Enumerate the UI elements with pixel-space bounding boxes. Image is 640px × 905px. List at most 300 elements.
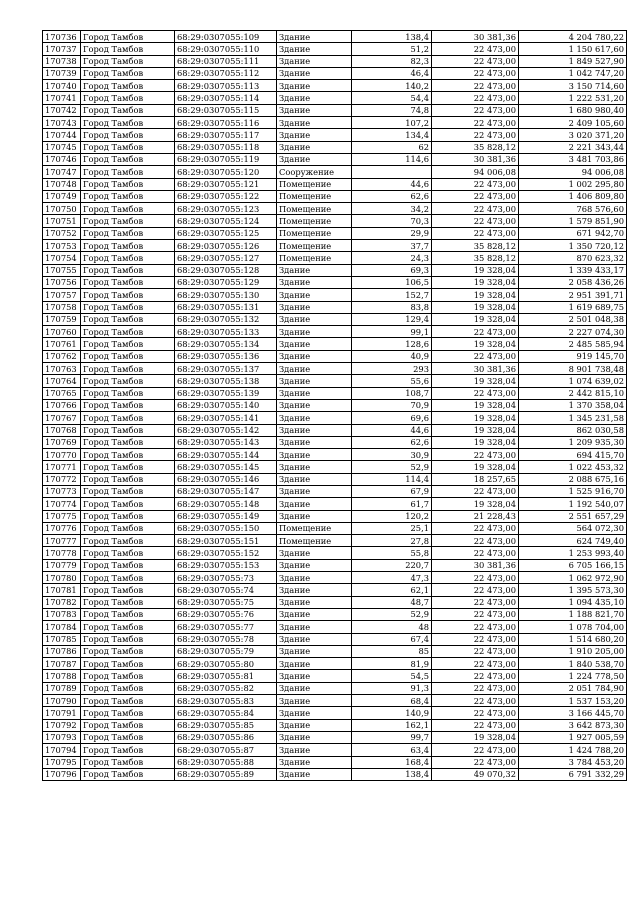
cell-cadastral-number: 68:29:0307055:145 xyxy=(175,461,277,473)
cell-object-type: Здание xyxy=(277,608,352,620)
cell-municipality: Город Тамбов xyxy=(81,264,175,276)
cell-object-type: Здание xyxy=(277,596,352,608)
cell-specific-value: 30 381,36 xyxy=(432,363,519,375)
table-row xyxy=(43,399,627,411)
cell-cadastral-value: 1 192 540,07 xyxy=(519,498,627,510)
cell-specific-value: 22 473,00 xyxy=(432,55,519,67)
cell-cadastral-value: 1 022 453,32 xyxy=(519,461,627,473)
cell-cadastral-value: 1 395 573,30 xyxy=(519,584,627,596)
cell-cadastral-number: 68:29:0307055:146 xyxy=(175,473,277,485)
cell-specific-value: 22 473,00 xyxy=(432,670,519,682)
cell-cadastral-value: 2 951 391,71 xyxy=(519,289,627,301)
cell-area: 52,9 xyxy=(352,608,432,620)
table-row xyxy=(43,768,627,780)
table-row xyxy=(43,621,627,633)
cell-specific-value: 19 328,04 xyxy=(432,424,519,436)
cell-cadastral-value: 6 791 332,29 xyxy=(519,768,627,780)
cell-record-number: 170763 xyxy=(43,363,81,375)
cell-specific-value: 22 473,00 xyxy=(432,350,519,362)
cell-specific-value: 22 473,00 xyxy=(432,547,519,559)
cell-municipality: Город Тамбов xyxy=(81,621,175,633)
cell-object-type: Здание xyxy=(277,129,352,141)
cell-cadastral-number: 68:29:0307055:83 xyxy=(175,695,277,707)
cell-municipality: Город Тамбов xyxy=(81,756,175,768)
cell-area: 62,6 xyxy=(352,190,432,202)
cadastral-value-table xyxy=(42,30,627,781)
cell-specific-value: 19 328,04 xyxy=(432,289,519,301)
cell-object-type: Здание xyxy=(277,744,352,756)
cell-record-number: 170767 xyxy=(43,412,81,424)
table-row xyxy=(43,449,627,461)
cell-object-type: Здание xyxy=(277,276,352,288)
cell-object-type: Здание xyxy=(277,338,352,350)
cell-municipality: Город Тамбов xyxy=(81,522,175,534)
cell-area: 44,6 xyxy=(352,178,432,190)
cell-area: 74,8 xyxy=(352,104,432,116)
cell-object-type: Здание xyxy=(277,473,352,485)
table-row xyxy=(43,104,627,116)
cell-specific-value: 22 473,00 xyxy=(432,387,519,399)
cell-cadastral-number: 68:29:0307055:150 xyxy=(175,522,277,534)
cell-record-number: 170771 xyxy=(43,461,81,473)
cell-object-type: Здание xyxy=(277,498,352,510)
cell-municipality: Город Тамбов xyxy=(81,166,175,178)
cell-object-type: Здание xyxy=(277,559,352,571)
cell-municipality: Город Тамбов xyxy=(81,535,175,547)
cell-cadastral-number: 68:29:0307055:153 xyxy=(175,559,277,571)
cell-cadastral-value: 2 051 784,90 xyxy=(519,682,627,694)
cell-cadastral-value: 671 942,70 xyxy=(519,227,627,239)
cell-object-type: Здание xyxy=(277,153,352,165)
table-row xyxy=(43,436,627,448)
cell-cadastral-number: 68:29:0307055:152 xyxy=(175,547,277,559)
cell-record-number: 170751 xyxy=(43,215,81,227)
cell-cadastral-value: 1 910 205,00 xyxy=(519,645,627,657)
cell-object-type: Здание xyxy=(277,547,352,559)
table-row xyxy=(43,645,627,657)
cell-record-number: 170772 xyxy=(43,473,81,485)
cell-municipality: Город Тамбов xyxy=(81,350,175,362)
cell-cadastral-value: 1 424 788,20 xyxy=(519,744,627,756)
cell-cadastral-value: 1 514 680,20 xyxy=(519,633,627,645)
cell-cadastral-number: 68:29:0307055:122 xyxy=(175,190,277,202)
cell-area: 69,3 xyxy=(352,264,432,276)
cell-cadastral-number: 68:29:0307055:134 xyxy=(175,338,277,350)
cell-municipality: Город Тамбов xyxy=(81,141,175,153)
cell-municipality: Город Тамбов xyxy=(81,240,175,252)
cell-object-type: Здание xyxy=(277,55,352,67)
cell-specific-value: 19 328,04 xyxy=(432,731,519,743)
cell-record-number: 170737 xyxy=(43,43,81,55)
cell-municipality: Город Тамбов xyxy=(81,387,175,399)
cell-cadastral-number: 68:29:0307055:88 xyxy=(175,756,277,768)
cell-object-type: Здание xyxy=(277,264,352,276)
cell-municipality: Город Тамбов xyxy=(81,399,175,411)
cell-object-type: Здание xyxy=(277,621,352,633)
cell-cadastral-number: 68:29:0307055:84 xyxy=(175,707,277,719)
cell-object-type: Здание xyxy=(277,670,352,682)
cell-cadastral-number: 68:29:0307055:124 xyxy=(175,215,277,227)
cell-municipality: Город Тамбов xyxy=(81,215,175,227)
table-row xyxy=(43,55,627,67)
cell-specific-value: 22 473,00 xyxy=(432,572,519,584)
cell-cadastral-number: 68:29:0307055:82 xyxy=(175,682,277,694)
cell-record-number: 170770 xyxy=(43,449,81,461)
cell-specific-value: 21 228,43 xyxy=(432,510,519,522)
cell-object-type: Здание xyxy=(277,289,352,301)
cell-object-type: Здание xyxy=(277,67,352,79)
cell-cadastral-value: 3 150 714,60 xyxy=(519,80,627,92)
table-row xyxy=(43,572,627,584)
cell-cadastral-number: 68:29:0307055:141 xyxy=(175,412,277,424)
table-row xyxy=(43,485,627,497)
cell-cadastral-number: 68:29:0307055:74 xyxy=(175,584,277,596)
cell-specific-value: 22 473,00 xyxy=(432,608,519,620)
cell-cadastral-value: 1 002 295,80 xyxy=(519,178,627,190)
cell-specific-value: 22 473,00 xyxy=(432,522,519,534)
cell-area: 120,2 xyxy=(352,510,432,522)
cell-record-number: 170744 xyxy=(43,129,81,141)
cell-cadastral-value: 3 642 873,30 xyxy=(519,719,627,731)
cell-cadastral-value: 1 579 851,90 xyxy=(519,215,627,227)
cell-record-number: 170745 xyxy=(43,141,81,153)
cell-cadastral-number: 68:29:0307055:128 xyxy=(175,264,277,276)
cell-object-type: Здание xyxy=(277,658,352,670)
cell-cadastral-number: 68:29:0307055:77 xyxy=(175,621,277,633)
cell-record-number: 170783 xyxy=(43,608,81,620)
table-row xyxy=(43,535,627,547)
cell-specific-value: 35 828,12 xyxy=(432,240,519,252)
cell-specific-value: 22 473,00 xyxy=(432,485,519,497)
cell-area: 37,7 xyxy=(352,240,432,252)
cell-specific-value: 19 328,04 xyxy=(432,313,519,325)
cell-cadastral-value: 870 623,32 xyxy=(519,252,627,264)
table-row xyxy=(43,424,627,436)
cell-municipality: Город Тамбов xyxy=(81,326,175,338)
cell-cadastral-number: 68:29:0307055:142 xyxy=(175,424,277,436)
cell-record-number: 170742 xyxy=(43,104,81,116)
table-row xyxy=(43,584,627,596)
cell-cadastral-number: 68:29:0307055:112 xyxy=(175,67,277,79)
cell-municipality: Город Тамбов xyxy=(81,510,175,522)
cell-object-type: Здание xyxy=(277,768,352,780)
table-row xyxy=(43,338,627,350)
cell-record-number: 170746 xyxy=(43,153,81,165)
cell-cadastral-value: 2 485 585,94 xyxy=(519,338,627,350)
cell-area: 129,4 xyxy=(352,313,432,325)
cell-record-number: 170769 xyxy=(43,436,81,448)
cell-specific-value: 19 328,04 xyxy=(432,264,519,276)
table-row xyxy=(43,276,627,288)
cell-object-type: Здание xyxy=(277,461,352,473)
cell-area: 54,5 xyxy=(352,670,432,682)
table-row xyxy=(43,547,627,559)
cell-area: 55,8 xyxy=(352,547,432,559)
cell-municipality: Город Тамбов xyxy=(81,363,175,375)
cell-record-number: 170760 xyxy=(43,326,81,338)
cell-municipality: Город Тамбов xyxy=(81,289,175,301)
cell-object-type: Здание xyxy=(277,117,352,129)
cell-area: 62 xyxy=(352,141,432,153)
table-row xyxy=(43,596,627,608)
cell-specific-value: 22 473,00 xyxy=(432,67,519,79)
cell-cadastral-value: 1 840 538,70 xyxy=(519,658,627,670)
table-row xyxy=(43,387,627,399)
cell-object-type: Здание xyxy=(277,424,352,436)
cell-record-number: 170747 xyxy=(43,166,81,178)
cell-cadastral-value: 1 537 153,20 xyxy=(519,695,627,707)
cell-area: 138,4 xyxy=(352,31,432,43)
cell-specific-value: 22 473,00 xyxy=(432,215,519,227)
cell-cadastral-value: 1 525 916,70 xyxy=(519,485,627,497)
cell-specific-value: 19 328,04 xyxy=(432,375,519,387)
cell-municipality: Город Тамбов xyxy=(81,645,175,657)
cell-object-type: Помещение xyxy=(277,252,352,264)
cell-cadastral-value: 6 705 166,15 xyxy=(519,559,627,571)
cell-specific-value: 22 473,00 xyxy=(432,190,519,202)
table-row xyxy=(43,117,627,129)
cell-specific-value: 22 473,00 xyxy=(432,104,519,116)
cell-specific-value: 22 473,00 xyxy=(432,43,519,55)
cell-cadastral-number: 68:29:0307055:151 xyxy=(175,535,277,547)
table-row xyxy=(43,731,627,743)
cell-record-number: 170782 xyxy=(43,596,81,608)
cell-record-number: 170790 xyxy=(43,695,81,707)
cell-cadastral-value: 2 442 815,10 xyxy=(519,387,627,399)
table-row xyxy=(43,744,627,756)
table-row xyxy=(43,608,627,620)
cell-object-type: Здание xyxy=(277,695,352,707)
cell-record-number: 170785 xyxy=(43,633,81,645)
cell-area: 107,2 xyxy=(352,117,432,129)
cell-record-number: 170758 xyxy=(43,301,81,313)
cell-cadastral-number: 68:29:0307055:118 xyxy=(175,141,277,153)
cell-cadastral-number: 68:29:0307055:143 xyxy=(175,436,277,448)
cell-municipality: Город Тамбов xyxy=(81,658,175,670)
table-row xyxy=(43,190,627,202)
cell-specific-value: 22 473,00 xyxy=(432,695,519,707)
cell-object-type: Здание xyxy=(277,449,352,461)
cell-cadastral-number: 68:29:0307055:123 xyxy=(175,203,277,215)
cell-municipality: Город Тамбов xyxy=(81,473,175,485)
cell-object-type: Помещение xyxy=(277,240,352,252)
cell-specific-value: 22 473,00 xyxy=(432,178,519,190)
table-row xyxy=(43,473,627,485)
cell-cadastral-value: 94 006,08 xyxy=(519,166,627,178)
cell-object-type: Здание xyxy=(277,313,352,325)
cell-area: 40,9 xyxy=(352,350,432,362)
table-row xyxy=(43,461,627,473)
cell-cadastral-number: 68:29:0307055:138 xyxy=(175,375,277,387)
cell-area: 114,6 xyxy=(352,153,432,165)
cell-record-number: 170779 xyxy=(43,559,81,571)
cell-cadastral-number: 68:29:0307055:86 xyxy=(175,731,277,743)
cell-municipality: Город Тамбов xyxy=(81,485,175,497)
cell-specific-value: 19 328,04 xyxy=(432,498,519,510)
cell-cadastral-number: 68:29:0307055:89 xyxy=(175,768,277,780)
table-row xyxy=(43,227,627,239)
cell-area: 68,4 xyxy=(352,695,432,707)
table-row xyxy=(43,80,627,92)
cell-cadastral-number: 68:29:0307055:119 xyxy=(175,153,277,165)
cell-record-number: 170777 xyxy=(43,535,81,547)
cell-municipality: Город Тамбов xyxy=(81,190,175,202)
cell-cadastral-value: 1 150 617,60 xyxy=(519,43,627,55)
cell-municipality: Город Тамбов xyxy=(81,117,175,129)
cell-cadastral-value: 8 901 738,48 xyxy=(519,363,627,375)
cell-object-type: Помещение xyxy=(277,522,352,534)
cell-object-type: Помещение xyxy=(277,215,352,227)
cell-specific-value: 94 006,08 xyxy=(432,166,519,178)
cell-area: 106,5 xyxy=(352,276,432,288)
cell-cadastral-value: 1 224 778,50 xyxy=(519,670,627,682)
table-row xyxy=(43,240,627,252)
cell-area: 82,3 xyxy=(352,55,432,67)
cell-record-number: 170756 xyxy=(43,276,81,288)
cell-municipality: Город Тамбов xyxy=(81,608,175,620)
cell-record-number: 170757 xyxy=(43,289,81,301)
cell-specific-value: 22 473,00 xyxy=(432,129,519,141)
cell-cadastral-number: 68:29:0307055:109 xyxy=(175,31,277,43)
cell-cadastral-number: 68:29:0307055:133 xyxy=(175,326,277,338)
cell-cadastral-number: 68:29:0307055:140 xyxy=(175,399,277,411)
cell-cadastral-value: 1 370 358,04 xyxy=(519,399,627,411)
cell-area: 30,9 xyxy=(352,449,432,461)
cell-area: 46,4 xyxy=(352,67,432,79)
cell-specific-value: 30 381,36 xyxy=(432,31,519,43)
cell-record-number: 170776 xyxy=(43,522,81,534)
cell-object-type: Здание xyxy=(277,485,352,497)
cell-cadastral-value: 2 409 105,60 xyxy=(519,117,627,129)
table-row xyxy=(43,498,627,510)
cell-specific-value: 22 473,00 xyxy=(432,92,519,104)
cell-municipality: Город Тамбов xyxy=(81,227,175,239)
cell-record-number: 170793 xyxy=(43,731,81,743)
cell-area: 62,6 xyxy=(352,436,432,448)
cell-municipality: Город Тамбов xyxy=(81,436,175,448)
cell-specific-value: 22 473,00 xyxy=(432,707,519,719)
cell-municipality: Город Тамбов xyxy=(81,178,175,190)
cell-area: 67,9 xyxy=(352,485,432,497)
table-body xyxy=(43,31,627,781)
cell-cadastral-value: 862 030,58 xyxy=(519,424,627,436)
cell-object-type: Здание xyxy=(277,756,352,768)
cell-record-number: 170741 xyxy=(43,92,81,104)
cell-cadastral-value: 1 339 433,17 xyxy=(519,264,627,276)
cell-municipality: Город Тамбов xyxy=(81,80,175,92)
cell-object-type: Здание xyxy=(277,326,352,338)
cell-cadastral-value: 1 209 935,30 xyxy=(519,436,627,448)
cell-record-number: 170773 xyxy=(43,485,81,497)
cell-cadastral-number: 68:29:0307055:121 xyxy=(175,178,277,190)
cell-cadastral-number: 68:29:0307055:137 xyxy=(175,363,277,375)
cell-cadastral-value: 1 222 531,20 xyxy=(519,92,627,104)
cell-municipality: Город Тамбов xyxy=(81,301,175,313)
cell-cadastral-number: 68:29:0307055:130 xyxy=(175,289,277,301)
cell-municipality: Город Тамбов xyxy=(81,682,175,694)
cell-record-number: 170761 xyxy=(43,338,81,350)
cell-record-number: 170792 xyxy=(43,719,81,731)
cell-specific-value: 22 473,00 xyxy=(432,584,519,596)
cell-municipality: Город Тамбов xyxy=(81,43,175,55)
table-row xyxy=(43,412,627,424)
cell-specific-value: 30 381,36 xyxy=(432,559,519,571)
cell-record-number: 170796 xyxy=(43,768,81,780)
cell-record-number: 170774 xyxy=(43,498,81,510)
table-row xyxy=(43,375,627,387)
cell-cadastral-value: 1 350 720,12 xyxy=(519,240,627,252)
table-row xyxy=(43,166,627,178)
cell-record-number: 170791 xyxy=(43,707,81,719)
cell-record-number: 170748 xyxy=(43,178,81,190)
cell-municipality: Город Тамбов xyxy=(81,768,175,780)
table-row xyxy=(43,215,627,227)
cell-cadastral-value: 2 227 074,30 xyxy=(519,326,627,338)
cell-object-type: Помещение xyxy=(277,535,352,547)
table-row xyxy=(43,707,627,719)
table-row xyxy=(43,559,627,571)
cell-cadastral-value: 1 078 704,00 xyxy=(519,621,627,633)
cell-record-number: 170781 xyxy=(43,584,81,596)
cell-cadastral-number: 68:29:0307055:147 xyxy=(175,485,277,497)
cell-object-type: Здание xyxy=(277,412,352,424)
cell-object-type: Здание xyxy=(277,731,352,743)
cell-cadastral-number: 68:29:0307055:139 xyxy=(175,387,277,399)
cell-record-number: 170762 xyxy=(43,350,81,362)
cell-cadastral-value: 1 253 993,40 xyxy=(519,547,627,559)
cell-cadastral-value: 3 784 453,20 xyxy=(519,756,627,768)
table-row xyxy=(43,363,627,375)
table-row xyxy=(43,141,627,153)
cell-cadastral-value: 1 406 809,80 xyxy=(519,190,627,202)
table-row xyxy=(43,31,627,43)
cell-municipality: Город Тамбов xyxy=(81,424,175,436)
cell-municipality: Город Тамбов xyxy=(81,559,175,571)
cell-municipality: Город Тамбов xyxy=(81,461,175,473)
cell-record-number: 170784 xyxy=(43,621,81,633)
cell-area: 99,7 xyxy=(352,731,432,743)
cell-cadastral-number: 68:29:0307055:81 xyxy=(175,670,277,682)
cell-object-type: Сооружение xyxy=(277,166,352,178)
cell-specific-value: 19 328,04 xyxy=(432,338,519,350)
cell-municipality: Город Тамбов xyxy=(81,412,175,424)
cell-cadastral-value: 3 481 703,86 xyxy=(519,153,627,165)
cell-specific-value: 22 473,00 xyxy=(432,203,519,215)
table-row xyxy=(43,67,627,79)
cell-object-type: Здание xyxy=(277,633,352,645)
cell-area: 62,1 xyxy=(352,584,432,596)
cell-record-number: 170755 xyxy=(43,264,81,276)
cell-cadastral-value: 1 062 972,90 xyxy=(519,572,627,584)
cell-specific-value: 22 473,00 xyxy=(432,621,519,633)
cell-cadastral-value: 3 166 445,70 xyxy=(519,707,627,719)
cell-area: 48,7 xyxy=(352,596,432,608)
cell-specific-value: 22 473,00 xyxy=(432,645,519,657)
table-row xyxy=(43,658,627,670)
cell-municipality: Город Тамбов xyxy=(81,276,175,288)
cell-record-number: 170749 xyxy=(43,190,81,202)
cell-municipality: Город Тамбов xyxy=(81,744,175,756)
cell-specific-value: 22 473,00 xyxy=(432,719,519,731)
cell-cadastral-value: 1 188 821,70 xyxy=(519,608,627,620)
cell-cadastral-value: 2 088 675,16 xyxy=(519,473,627,485)
cell-specific-value: 19 328,04 xyxy=(432,412,519,424)
cell-record-number: 170775 xyxy=(43,510,81,522)
cell-object-type: Помещение xyxy=(277,178,352,190)
cell-municipality: Город Тамбов xyxy=(81,31,175,43)
cell-object-type: Здание xyxy=(277,363,352,375)
cell-area: 48 xyxy=(352,621,432,633)
